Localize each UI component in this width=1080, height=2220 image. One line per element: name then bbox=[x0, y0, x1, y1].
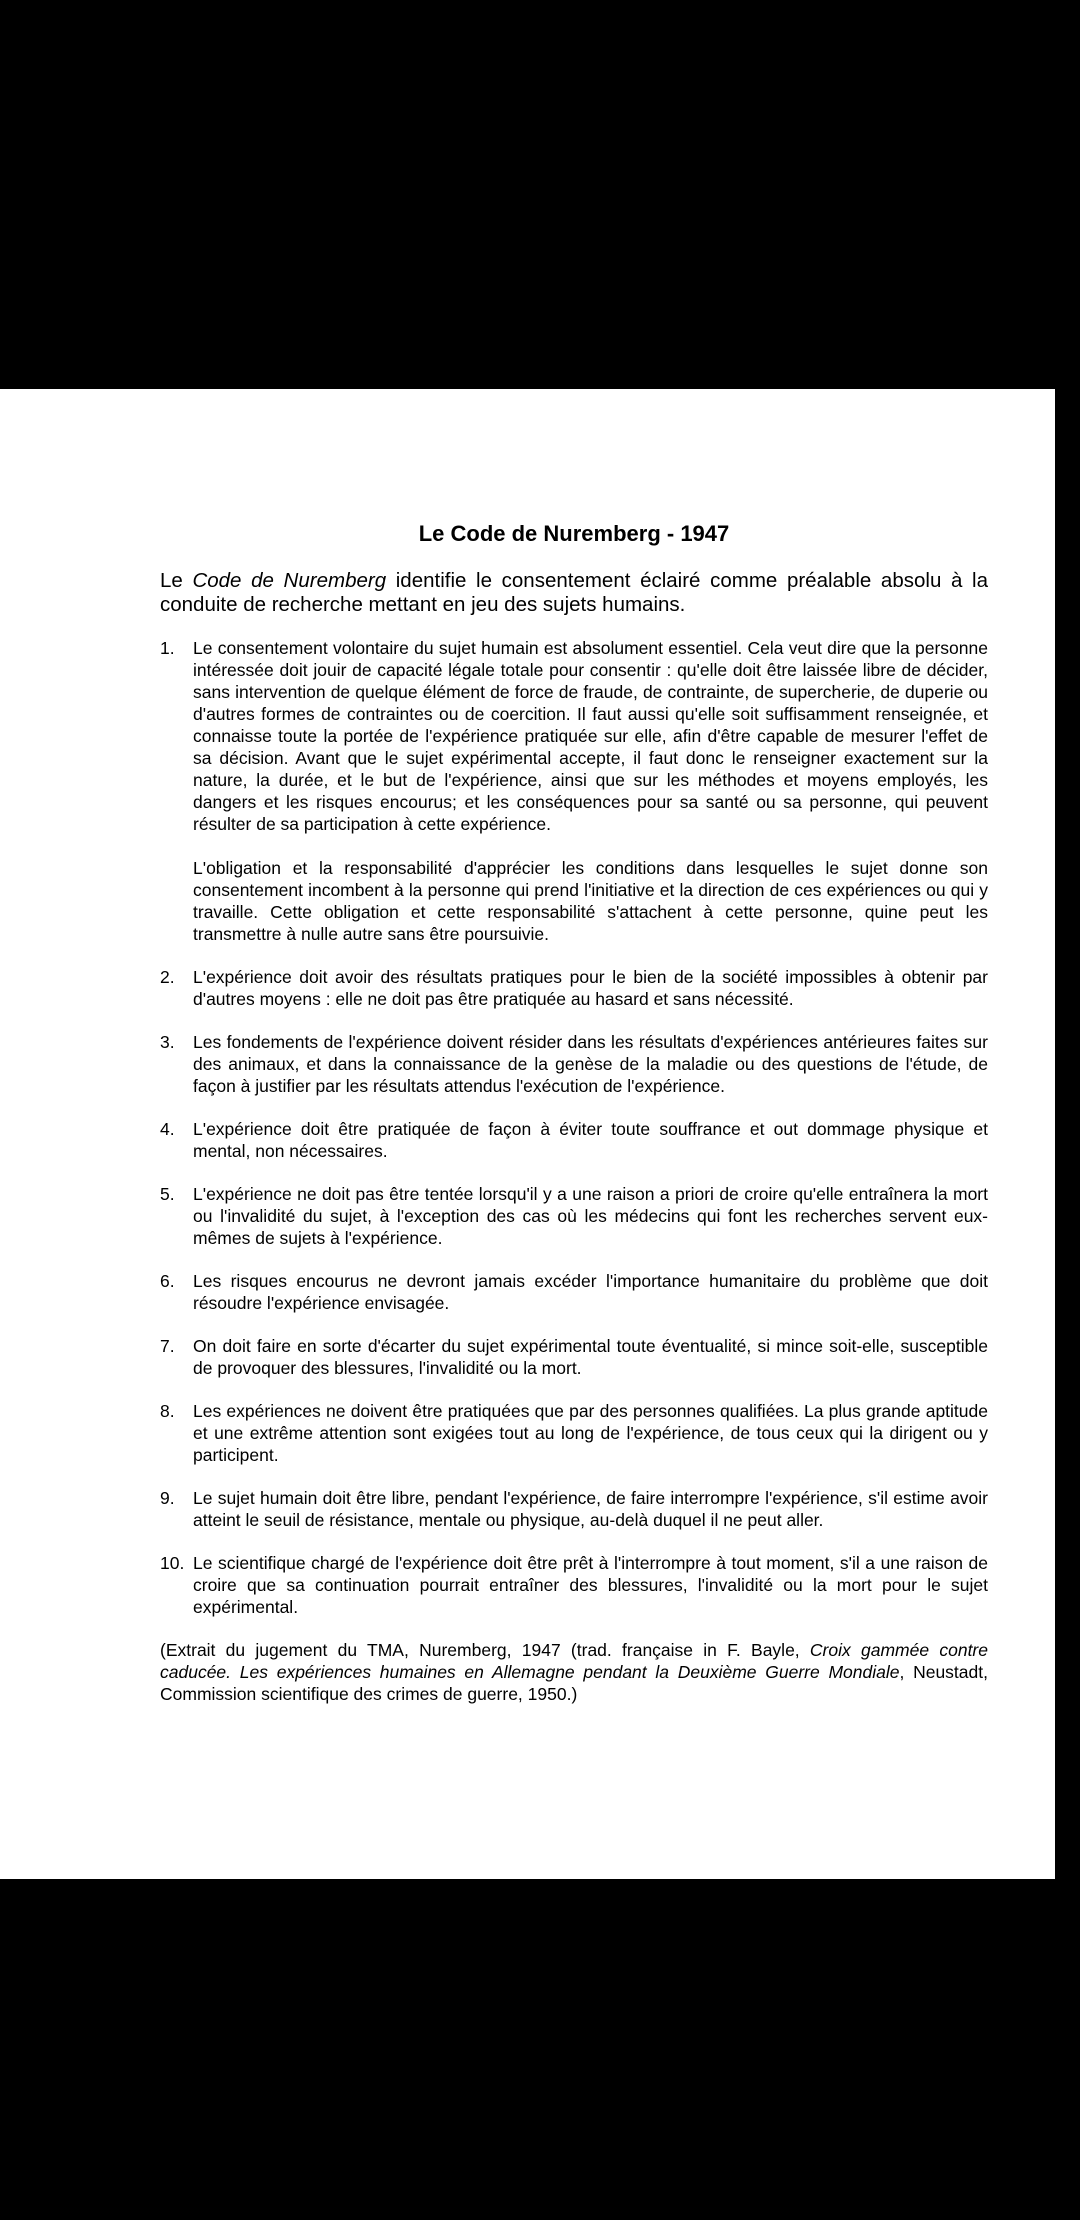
article-paragraph: L'expérience doit avoir des résultats pratiques pour le bien de la société impossibles à obtenir par d'autres moyens : elle ne doit pas être pratiquée au hasard et sans nécessité. bbox=[193, 967, 988, 1009]
article-paragraph: Le scientifique chargé de l'expérience doit être prêt à l'interrompre à tout moment, s'il a une raison de croire que sa continuation pourrait entraîner des blessures, l'invalidité ou la mort pour le sujet expérimental. bbox=[193, 1553, 988, 1617]
article-item bbox=[160, 966, 988, 1010]
article-number: 6. bbox=[160, 1271, 175, 1291]
article-number: 4. bbox=[160, 1119, 175, 1139]
document-content bbox=[160, 519, 988, 1705]
article-number: 3. bbox=[160, 1032, 175, 1052]
article-number: 5. bbox=[160, 1184, 175, 1204]
intro-text-start: Le bbox=[160, 569, 193, 592]
article-paragraph: Le sujet humain doit être libre, pendant l'expérience, de faire interrompre l'expérience, s'il estime avoir atteint le seuil de résistance, mentale ou physique, au-delà duquel il ne peut aller. bbox=[193, 1488, 988, 1530]
articles-list bbox=[160, 637, 988, 1618]
article-number: 8. bbox=[160, 1401, 175, 1421]
article-paragraph: On doit faire en sorte d'écarter du sujet expérimental toute éventualité, si mince soit-elle, susceptible de provoquer des blessures, l'invalidité ou la mort. bbox=[193, 1336, 988, 1378]
source-book-title: Croix gammée contre caducée. Les expériences humaines en Allemagne pendant la Deuxième Guerre Mondiale bbox=[160, 1640, 988, 1682]
source-text-start: (Extrait du jugement du TMA, Nuremberg, 1947 (trad. française in F. Bayle, bbox=[160, 1640, 810, 1660]
article-item bbox=[160, 637, 988, 945]
article-item bbox=[160, 1031, 988, 1097]
article-paragraph: L'expérience doit être pratiquée de façon à éviter toute souffrance et out dommage physique et mental, non nécessaires. bbox=[193, 1119, 988, 1161]
source-text-end: , Neustadt, Commission scientifique des crimes de guerre, 1950.) bbox=[160, 1662, 988, 1704]
intro-paragraph bbox=[160, 569, 988, 617]
article-item bbox=[160, 1487, 988, 1531]
article-paragraph: L'expérience ne doit pas être tentée lorsqu'il y a une raison a priori de croire qu'elle entraînera la mort ou l'invalidité du sujet, à l'exception des cas où les médecins qui font les recherches servent eux-mêmes de sujets à l'expérience. bbox=[193, 1184, 988, 1248]
article-number: 7. bbox=[160, 1336, 175, 1356]
document-page bbox=[0, 389, 1055, 1879]
article-number: 2. bbox=[160, 967, 175, 987]
article-paragraph: Les risques encourus ne devront jamais excéder l'importance humanitaire du problème que doit résoudre l'expérience envisagée. bbox=[193, 1271, 988, 1313]
article-item bbox=[160, 1552, 988, 1618]
article-paragraph: Le consentement volontaire du sujet humain est absolument essentiel. Cela veut dire que la personne intéressée doit jouir de capacité légale totale pour consentir : qu'elle doit être laissée libre de décider, sans intervention de quelque élément de force de fraude, de contrainte, de supercherie, de duperie ou d'autres formes de contraintes ou de coercition. Il faut aussi qu'elle soit suffisamment renseignée, et connaisse toute la portée de l'expérience pratiquée sur elle, afin d'être capable de mesurer l'effet de sa décision. Avant que le sujet expérimental accepte, il faut donc le renseigner exactement sur la nature, la durée, et le but de l'expérience, ainsi que sur les méthodes et moyens employés, les dangers et les risques encourus; et les conséquences pour sa santé ou sa personne, qui peuvent résulter de sa participation à cette expérience. bbox=[193, 638, 988, 834]
article-number: 10. bbox=[160, 1553, 185, 1573]
article-paragraph: L'obligation et la responsabilité d'apprécier les conditions dans lesquelles le sujet donne son consentement incombent à la personne qui prend l'initiative et la direction de ces expériences ou qui y travaille. Cette obligation et cette responsabilité s'attachent à cette personne, quine peut les transmettre à nulle autre sans être poursuivie. bbox=[193, 858, 988, 944]
article-paragraph: Les fondements de l'expérience doivent résider dans les résultats d'expériences antérieures faites sur des animaux, et dans la connaissance de la genèse de la maladie ou des questions de l'étude, de façon à justifier par les résultats attendus l'exécution de l'expérience. bbox=[193, 1032, 988, 1096]
article-item bbox=[160, 1270, 988, 1314]
article-number: 1. bbox=[160, 638, 175, 658]
article-paragraph: Les expériences ne doivent être pratiquées que par des personnes qualifiées. La plus grande aptitude et une extrême attention sont exigées tout au long de l'expérience, de tous ceux qui la dirigent ou y participent. bbox=[193, 1401, 988, 1465]
source-citation bbox=[160, 1639, 988, 1705]
article-item bbox=[160, 1400, 988, 1466]
article-number: 9. bbox=[160, 1488, 175, 1508]
intro-text-end: identifie le consentement éclairé comme préalable absolu à la conduite de recherche mettant en jeu des sujets humains. bbox=[160, 569, 988, 616]
intro-emphasis: Code de Nuremberg bbox=[192, 569, 387, 592]
article-item bbox=[160, 1335, 988, 1379]
article-item bbox=[160, 1183, 988, 1249]
article-item bbox=[160, 1118, 988, 1162]
document-title: Le Code de Nuremberg - 1947 bbox=[418, 521, 730, 546]
